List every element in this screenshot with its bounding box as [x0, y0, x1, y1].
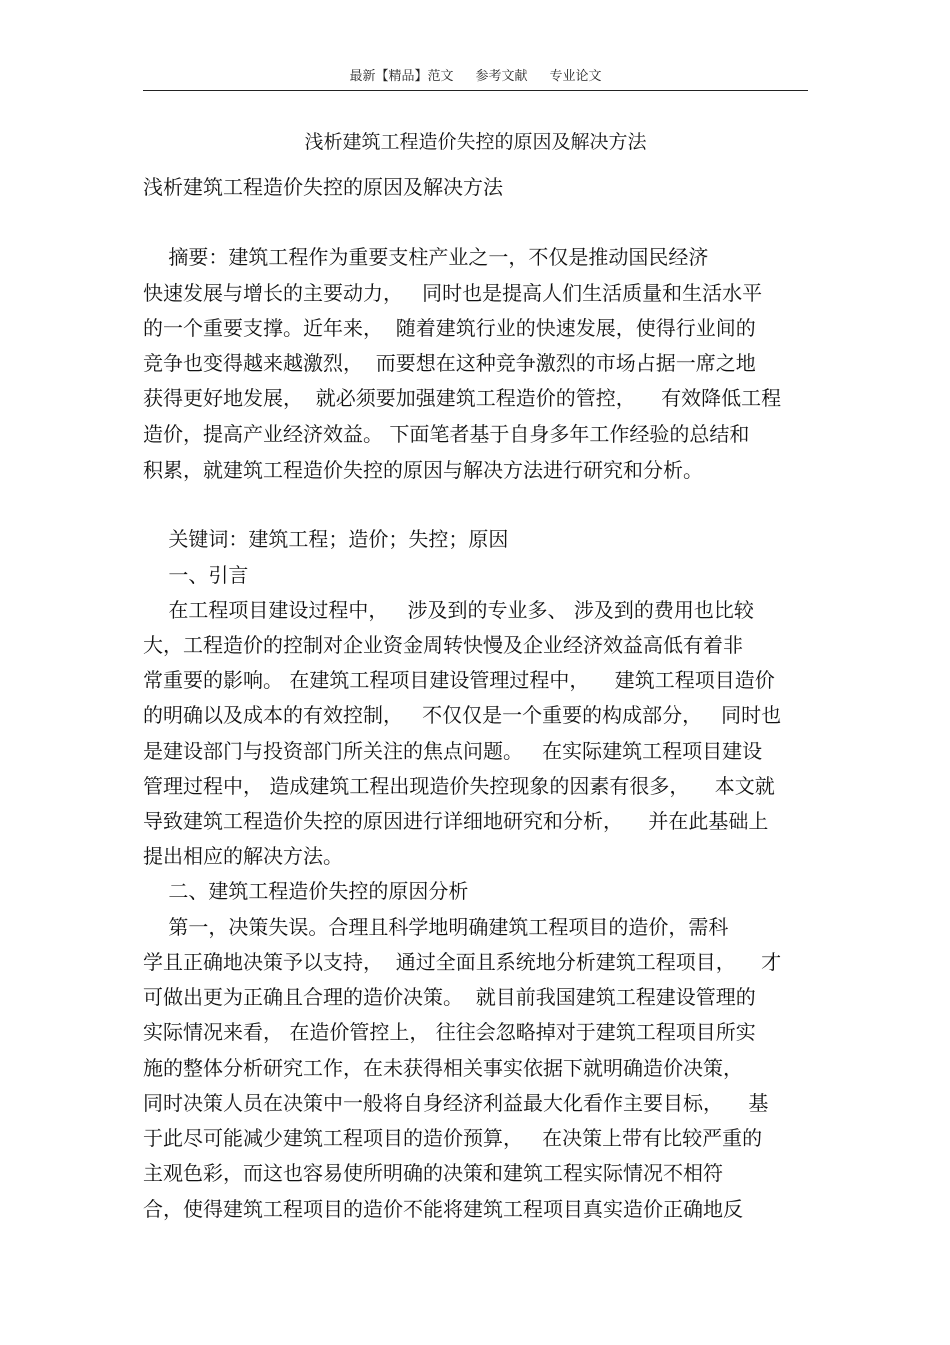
body-line: 快速发展与增长的主要动力， 同时也是提高人们生活质量和生活水平 [143, 281, 763, 305]
body-line: 同时决策人员在决策中一般将自身经济利益最大化看作主要目标， 基 [143, 1091, 769, 1115]
body-line: 第一，决策失误。合理且科学地明确建筑工程项目的造价，需科 [143, 915, 729, 939]
body-line: 的一个重要支撑。近年来， 随着建筑行业的快速发展，使得行业间的 [143, 316, 756, 340]
body-line: 的明确以及成本的有效控制， 不仅仅是一个重要的构成部分， 同时也 [143, 703, 782, 727]
body-line: 提出相应的解决方法。 [143, 844, 343, 868]
body-line: 主观色彩，而这也容易使所明确的决策和建筑工程实际情况不相符 [143, 1161, 723, 1185]
body-line: 造价，提高产业经济效益。 下面笔者基于自身多年工作经验的总结和 [143, 422, 750, 446]
keywords-line: 关键词：建筑工程；造价；失控；原因 [143, 527, 509, 551]
subtitle-line: 浅析建筑工程造价失控的原因及解决方法 [143, 175, 503, 199]
body-line: 于此尽可能减少建筑工程项目的造价预算， 在决策上带有比较严重的 [143, 1126, 763, 1150]
body-line: 学且正确地决策予以支持， 通过全面且系统地分析建筑工程项目， 才 [143, 950, 782, 974]
page-header [143, 66, 808, 91]
body-line: 实际情况来看， 在造价管控上， 往往会忽略掉对于建筑工程项目所实 [143, 1020, 756, 1044]
body-line: 竞争也变得越来越激烈， 而要想在这种竞争激烈的市场占据一席之地 [143, 351, 756, 375]
body-line: 是建设部门与投资部门所关注的焦点问题。 在实际建筑工程项目建设 [143, 739, 763, 763]
body-line: 导致建筑工程造价失控的原因进行详细地研究和分析， 并在此基础上 [143, 809, 769, 833]
section-heading: 一、引言 [143, 563, 249, 587]
body-line: 施的整体分析研究工作，在未获得相关事实依据下就明确造价决策， [143, 1056, 743, 1080]
body-line: 大，工程造价的控制对企业资金周转快慢及企业经济效益高低有着非 [143, 633, 743, 657]
document-title: 浅析建筑工程造价失控的原因及解决方法 [304, 131, 647, 153]
body-line: 管理过程中， 造成建筑工程出现造价失控现象的因素有很多， 本文就 [143, 774, 775, 798]
body-line: 摘要：建筑工程作为重要支柱产业之一，不仅是推动国民经济 [143, 245, 709, 269]
header-item-papers: 专业论文 [549, 69, 602, 84]
body-line: 在工程项目建设过程中， 涉及到的专业多、 涉及到的费用也比较 [143, 598, 754, 622]
body-line: 常重要的影响。 在建筑工程项目建设管理过程中， 建筑工程项目造价 [143, 668, 775, 692]
body-line: 可做出更为正确且合理的造价决策。 就目前我国建筑工程建设管理的 [143, 985, 756, 1009]
header-item-fanwen: 最新【精品】范文 [349, 69, 454, 84]
section-heading: 二、建筑工程造价失控的原因分析 [143, 879, 469, 903]
body-line: 获得更好地发展， 就必须要加强建筑工程造价的管控， 有效降低工程 [143, 386, 782, 410]
header-item-references: 参考文献 [475, 69, 528, 84]
body-line: 合，使得建筑工程项目的造价不能将建筑工程项目真实造价正确地反 [143, 1197, 743, 1221]
body-line: 积累，就建筑工程造价失控的原因与解决方法进行研究和分析。 [143, 458, 703, 482]
